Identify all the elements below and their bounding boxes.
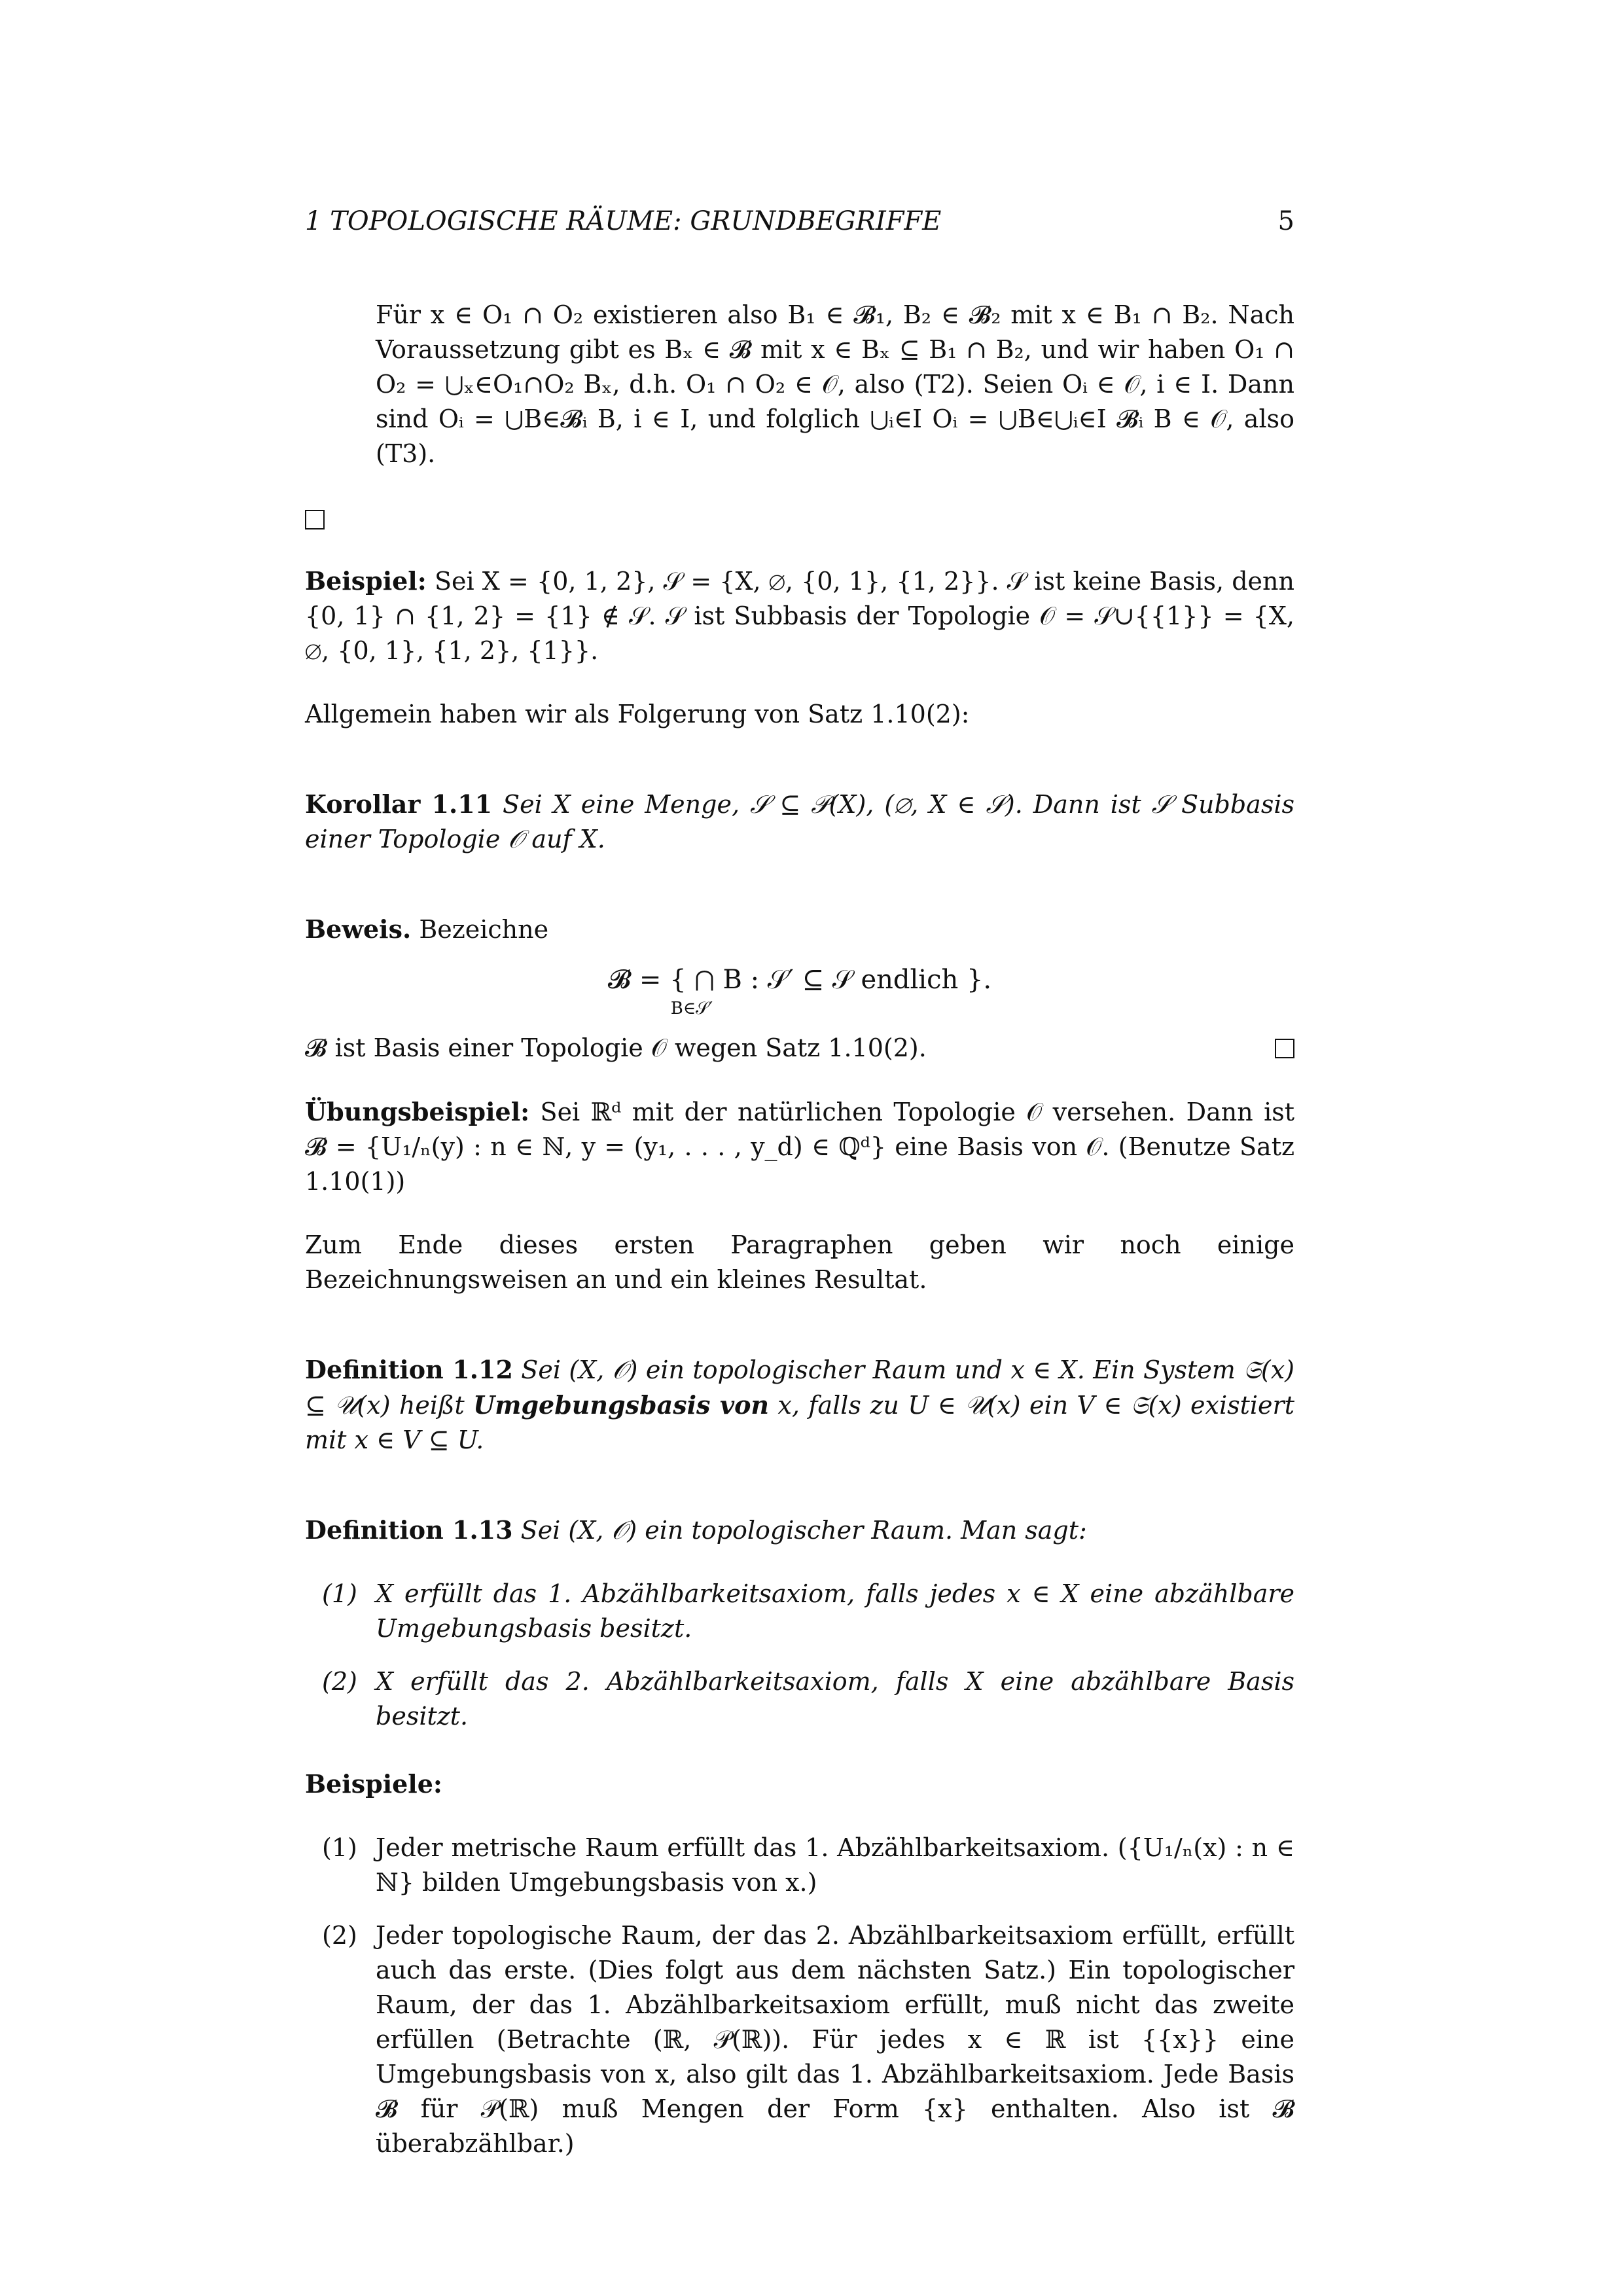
qed-square-icon	[305, 510, 325, 529]
item-text: Jeder topologische Raum, der das 2. Abzählbarkeitsaxiom erfüllt, erfüllt auch das erste. (Dies folgt aus dem nächsten Satz.) Ein topologischer Raum, der das 1. Abzählbarkeitsaxiom erfüllt, muß nicht das zweite erfüllen (Betrachte (ℝ, 𝒫(ℝ)). Für jedes x ∈ ℝ ist {{x}} eine Umgebungsbasis von x, also gilt das 1. Abzählbarkeitsaxiom. Jede Basis 𝓑 für 𝒫(ℝ) muß Mengen der Form {x} enthalten. Also ist 𝓑 überabzählbar.)	[376, 1921, 1294, 2158]
formula-subscript: B∈𝒮′	[670, 999, 713, 1018]
list-item	[305, 1577, 1294, 1646]
item-text: X erfüllt das 1. Abzählbarkeitsaxiom, falls jedes x ∈ X eine abzählbare Umgebungsbasis besitzt.	[376, 1579, 1294, 1643]
allgemein-paragraph: Allgemein haben wir als Folgerung von Satz 1.10(2):	[305, 700, 970, 728]
def13-list	[305, 1577, 1294, 1734]
uebung-paragraph	[305, 1094, 1294, 1199]
beispiel-label: Beispiel:	[305, 566, 427, 596]
list-item	[305, 1831, 1294, 1900]
page-body	[305, 298, 1294, 2179]
definition-1-13	[305, 1513, 1294, 1548]
def13-label: Definition 1.13	[305, 1515, 513, 1545]
list-item	[305, 1664, 1294, 1734]
def12-term: Umgebungsbasis von	[473, 1390, 770, 1420]
beispiele-list	[305, 1831, 1294, 2161]
korollar-label: Korollar 1.11	[305, 789, 493, 819]
section-title: 1 TOPOLOGISCHE RÄUME: GRUNDBEGRIFFE	[305, 206, 942, 236]
proof-continuation: Für x ∈ O₁ ∩ O₂ existieren also B₁ ∈ 𝓑₁, B₂ ∈ 𝓑₂ mit x ∈ B₁ ∩ B₂. Nach Voraussetzung gibt es Bₓ ∈ 𝓑 mit x ∈ Bₓ ⊆ B₁ ∩ B₂, und wir haben O₁ ∩ O₂ = ⋃ₓ∈O₁∩O₂ Bₓ, d.h. O₁ ∩ O₂ ∈ 𝒪, also (T2). Seien Oᵢ ∈ 𝒪, i ∈ I. Dann sind Oᵢ = ⋃B∈𝓑ᵢ B, i ∈ I, und folglich ⋃ᵢ∈I Oᵢ = ⋃B∈⋃ᵢ∈I 𝓑ᵢ B ∈ 𝒪, also (T3).	[376, 300, 1294, 468]
item-text: X erfüllt das 2. Abzählbarkeitsaxiom, falls X eine abzählbare Basis besitzt.	[376, 1667, 1294, 1731]
korollar-text: Sei X eine Menge, 𝒮 ⊆ 𝒫(X), (∅, X ∈ 𝒮). Dann ist 𝒮 Subbasis einer Topologie 𝒪 auf X.	[305, 790, 1294, 853]
item-number: (2)	[322, 1921, 357, 1950]
page-number: 5	[1277, 206, 1294, 236]
beweis-conclusion: 𝓑 ist Basis einer Topologie 𝒪 wegen Satz 1.10(2).	[305, 1033, 927, 1062]
definition-1-12	[305, 1352, 1294, 1458]
running-header	[305, 204, 1294, 238]
qed-square-icon	[1275, 1039, 1294, 1058]
item-text: Jeder metrische Raum erfüllt das 1. Abzählbarkeitsaxiom. ({U₁/ₙ(x) : n ∈ ℕ} bilden Umgebungsbasis von x.)	[376, 1833, 1294, 1897]
beispiel-text: Sei X = {0, 1, 2}, 𝒮 = {X, ∅, {0, 1}, {1, 2}}. 𝒮 ist keine Basis, denn {0, 1} ∩ {1, 2} = {1} ∉ 𝒮. 𝒮 ist Subbasis der Topologie 𝒪 = 𝒮∪{{1}} = {X, ∅, {0, 1}, {1, 2}, {1}}.	[305, 567, 1294, 665]
beweis-text: Bezeichne	[411, 915, 549, 944]
beweis-label: Beweis.	[305, 914, 412, 944]
display-formula	[305, 960, 1294, 1018]
def13-text: Sei (X, 𝒪) ein topologischer Raum. Man sagt:	[512, 1516, 1087, 1545]
beweis-conclusion-row	[305, 1031, 1294, 1066]
beispiele-label: Beispiele:	[305, 1769, 442, 1799]
qed-box	[305, 500, 1294, 535]
beispiel-paragraph	[305, 564, 1294, 668]
def12-text-b: x, falls zu U ∈ 𝒰(x) ein V ∈ 𝔖(x) existiert mit x ∈ V ⊆ U.	[305, 1391, 1294, 1454]
uebung-text: Sei ℝᵈ mit der natürlichen Topologie 𝒪 versehen. Dann ist 𝓑 = {U₁/ₙ(y) : n ∈ ℕ, y = (y₁, . . . , y_d) ∈ ℚᵈ} eine Basis von 𝒪. (Benutze Satz 1.10(1))	[305, 1098, 1294, 1196]
zum-ende-paragraph: Zum Ende dieses ersten Paragraphen geben wir noch einige Bezeichnungsweisen an und ein kleines Resultat.	[305, 1230, 1294, 1294]
list-item	[305, 1918, 1294, 2161]
item-number: (1)	[322, 1833, 357, 1862]
item-number: (2)	[322, 1667, 357, 1696]
def12-text-a: Sei (X, 𝒪) ein topologischer Raum und x ∈ X. Ein System 𝔖(x) ⊆ 𝒰(x) heißt	[305, 1355, 1294, 1420]
beispiele-heading	[305, 1767, 1294, 1802]
uebung-label: Übungsbeispiel:	[305, 1097, 530, 1126]
def12-label: Definition 1.12	[305, 1355, 513, 1384]
beweis-paragraph	[305, 912, 1294, 947]
korollar-paragraph	[305, 787, 1294, 857]
formula-main: 𝓑 = { ⋂ B : 𝒮′ ⊆ 𝒮 endlich }.	[607, 965, 992, 995]
item-number: (1)	[322, 1579, 357, 1608]
